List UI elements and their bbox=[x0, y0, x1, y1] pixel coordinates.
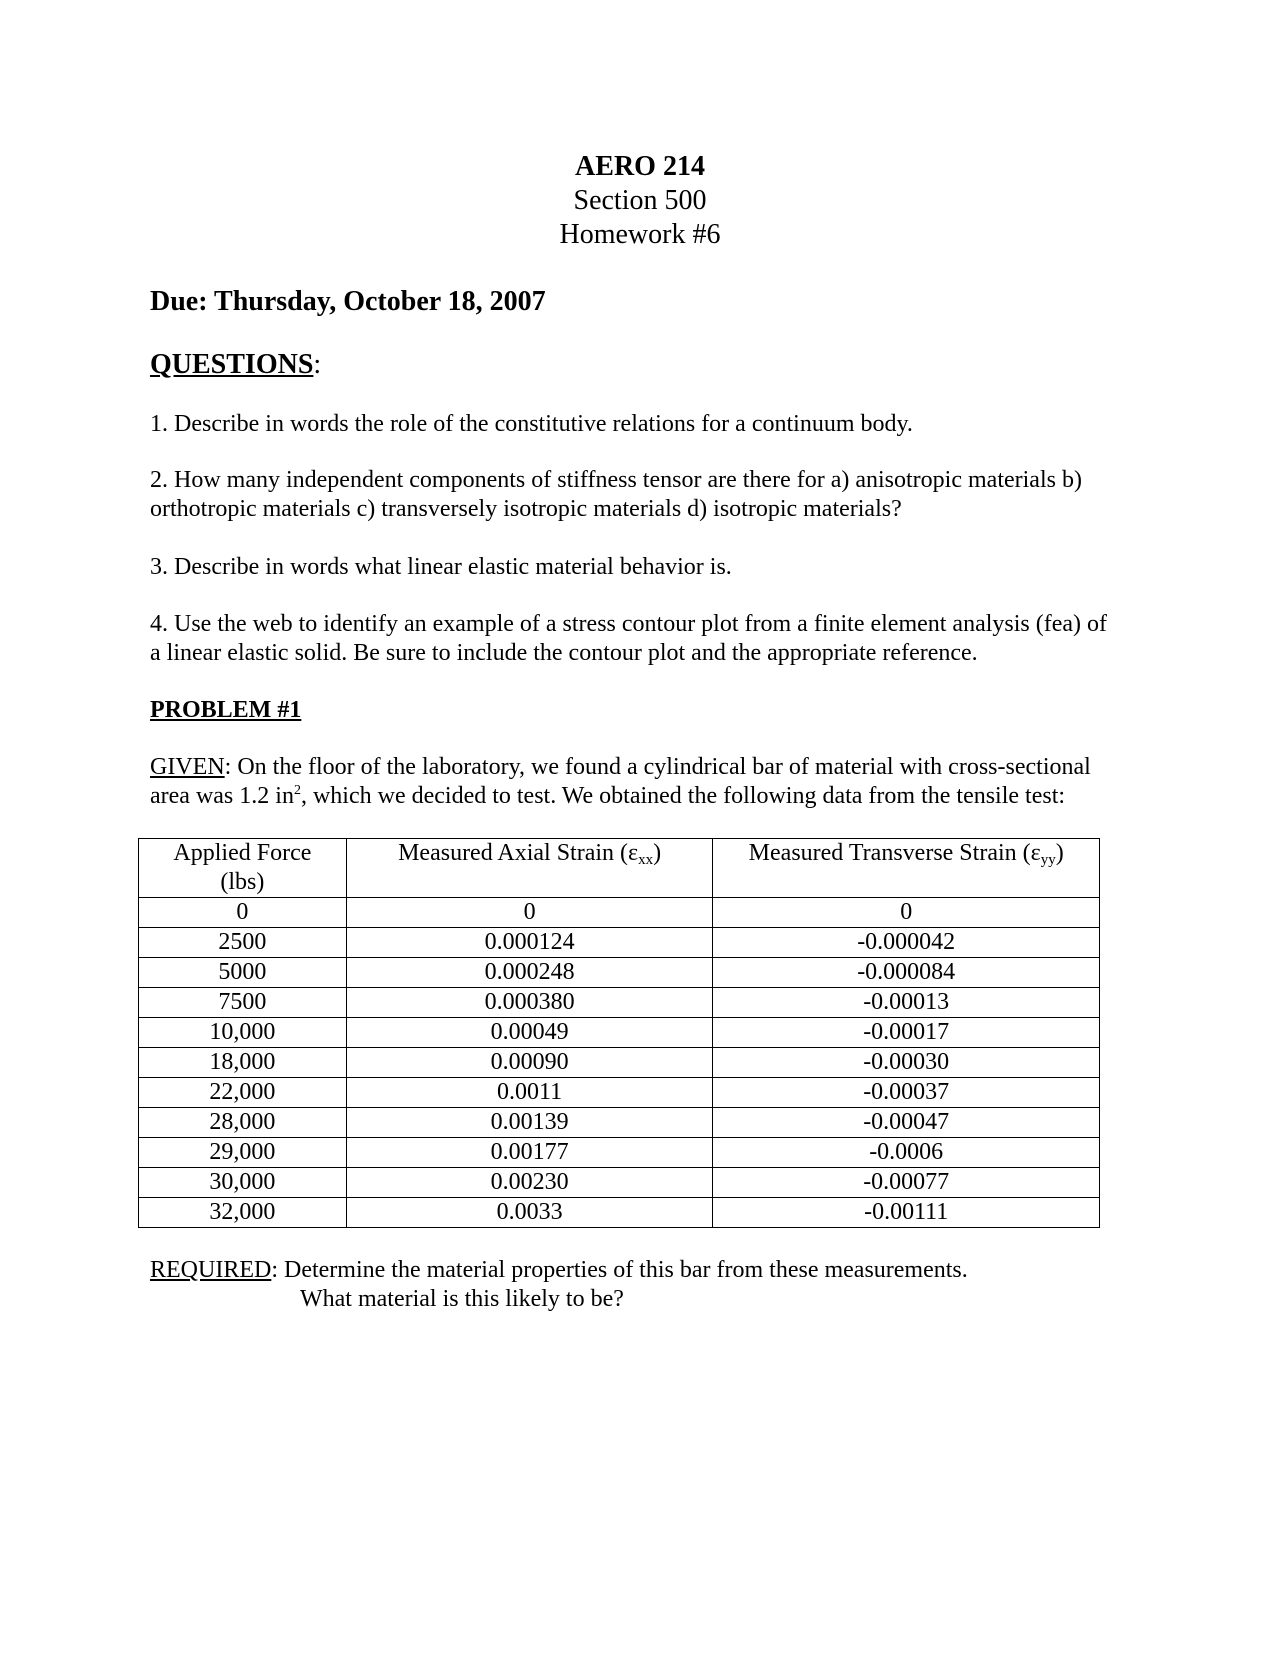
required-text-1: : Determine the material properties of this bar from these measurements. bbox=[271, 1257, 968, 1283]
cell-axial: 0.000248 bbox=[346, 958, 713, 988]
question-3: 3. Describe in words what linear elastic material behavior is. bbox=[150, 554, 732, 580]
given-superscript: 2 bbox=[293, 783, 301, 798]
question-2-line-1: 2. How many independent components of stiffness tensor are there for a) anisotropic materials b) bbox=[150, 467, 1082, 493]
cell-axial: 0.00230 bbox=[346, 1168, 713, 1198]
given-statement bbox=[150, 753, 1150, 811]
table-row bbox=[139, 1018, 1100, 1048]
cell-transverse: -0.000042 bbox=[713, 928, 1100, 958]
cell-transverse: -0.00037 bbox=[713, 1078, 1100, 1108]
questions-heading-colon: : bbox=[313, 349, 322, 380]
question-4 bbox=[150, 610, 1150, 668]
cell-transverse: 0 bbox=[713, 898, 1100, 928]
header-transverse-strain bbox=[713, 839, 1100, 898]
cell-transverse: -0.00017 bbox=[713, 1018, 1100, 1048]
given-label: GIVEN bbox=[150, 754, 225, 780]
cell-transverse: -0.00047 bbox=[713, 1108, 1100, 1138]
problem-heading: PROBLEM #1 bbox=[150, 697, 302, 723]
table-row bbox=[139, 1108, 1100, 1138]
due-date: Due: Thursday, October 18, 2007 bbox=[150, 286, 546, 317]
axial-suffix: ) bbox=[653, 840, 662, 866]
cell-axial: 0.0011 bbox=[346, 1078, 713, 1108]
cell-force: 32,000 bbox=[139, 1198, 347, 1228]
question-4-line-1: 4. Use the web to identify an example of a stress contour plot from a finite element analysis (fea) of bbox=[150, 611, 1108, 637]
cell-force: 22,000 bbox=[139, 1078, 347, 1108]
cell-force: 28,000 bbox=[139, 1108, 347, 1138]
given-text-2b: , which we decided to test. We obtained the following data from the tensile test: bbox=[300, 783, 1066, 809]
cell-transverse: -0.00077 bbox=[713, 1168, 1100, 1198]
table-header-row bbox=[139, 839, 1100, 898]
required-statement bbox=[150, 1256, 1150, 1285]
cell-force: 18,000 bbox=[139, 1048, 347, 1078]
table-row bbox=[139, 1048, 1100, 1078]
tensile-test-table bbox=[138, 838, 1100, 1228]
cell-axial: 0.0033 bbox=[346, 1198, 713, 1228]
axial-subscript: xx bbox=[638, 852, 654, 868]
course-title: AERO 214 bbox=[575, 151, 705, 182]
cell-force: 30,000 bbox=[139, 1168, 347, 1198]
required-label: REQUIRED bbox=[150, 1257, 272, 1283]
questions-heading bbox=[150, 348, 1150, 382]
question-4-line-2: a linear elastic solid. Be sure to include the contour plot and the appropriate reference. bbox=[150, 640, 978, 666]
table-row bbox=[139, 1078, 1100, 1108]
cell-transverse: -0.00111 bbox=[713, 1198, 1100, 1228]
transverse-prefix: Measured Transverse Strain (ε bbox=[748, 840, 1041, 866]
transverse-subscript: yy bbox=[1040, 852, 1056, 868]
given-line-1 bbox=[150, 753, 1150, 782]
table-row bbox=[139, 1168, 1100, 1198]
header-applied-force bbox=[139, 839, 347, 898]
given-line-2 bbox=[150, 782, 1150, 811]
table-row bbox=[139, 898, 1100, 928]
cell-transverse: -0.00013 bbox=[713, 988, 1100, 1018]
cell-axial: 0.000124 bbox=[346, 928, 713, 958]
cell-force: 7500 bbox=[139, 988, 347, 1018]
given-text-1: : On the floor of the laboratory, we found a cylindrical bar of material with cross-sectional bbox=[224, 754, 1091, 780]
table-row bbox=[139, 928, 1100, 958]
section-number: Section 500 bbox=[573, 185, 707, 216]
question-1: 1. Describe in words the role of the constitutive relations for a continuum body. bbox=[150, 411, 913, 437]
cell-transverse: -0.000084 bbox=[713, 958, 1100, 988]
cell-axial: 0.00049 bbox=[346, 1018, 713, 1048]
cell-force: 29,000 bbox=[139, 1138, 347, 1168]
cell-transverse: -0.0006 bbox=[713, 1138, 1100, 1168]
cell-axial: 0.00139 bbox=[346, 1108, 713, 1138]
question-2 bbox=[150, 466, 1150, 524]
cell-force: 2500 bbox=[139, 928, 347, 958]
cell-axial: 0 bbox=[346, 898, 713, 928]
questions-heading-label: QUESTIONS bbox=[150, 349, 314, 380]
homework-title: Homework #6 bbox=[559, 219, 721, 250]
cell-axial: 0.00090 bbox=[346, 1048, 713, 1078]
table-row bbox=[139, 1198, 1100, 1228]
axial-prefix: Measured Axial Strain (ε bbox=[398, 840, 639, 866]
header-applied-force-line-2: (lbs) bbox=[220, 869, 265, 895]
cell-force: 0 bbox=[139, 898, 347, 928]
table-row bbox=[139, 958, 1100, 988]
cell-force: 10,000 bbox=[139, 1018, 347, 1048]
transverse-suffix: ) bbox=[1055, 840, 1064, 866]
cell-axial: 0.000380 bbox=[346, 988, 713, 1018]
question-2-line-2: orthotropic materials c) transversely isotropic materials d) isotropic materials? bbox=[150, 496, 902, 522]
table-body bbox=[139, 898, 1100, 1228]
table-row bbox=[139, 988, 1100, 1018]
required-line-2: What material is this likely to be? bbox=[300, 1286, 624, 1312]
header-axial-strain bbox=[346, 839, 713, 898]
given-text-2a: area was 1.2 in bbox=[150, 783, 294, 809]
cell-transverse: -0.00030 bbox=[713, 1048, 1100, 1078]
cell-force: 5000 bbox=[139, 958, 347, 988]
header-applied-force-line-1: Applied Force bbox=[173, 840, 312, 866]
cell-axial: 0.00177 bbox=[346, 1138, 713, 1168]
table-row bbox=[139, 1138, 1100, 1168]
